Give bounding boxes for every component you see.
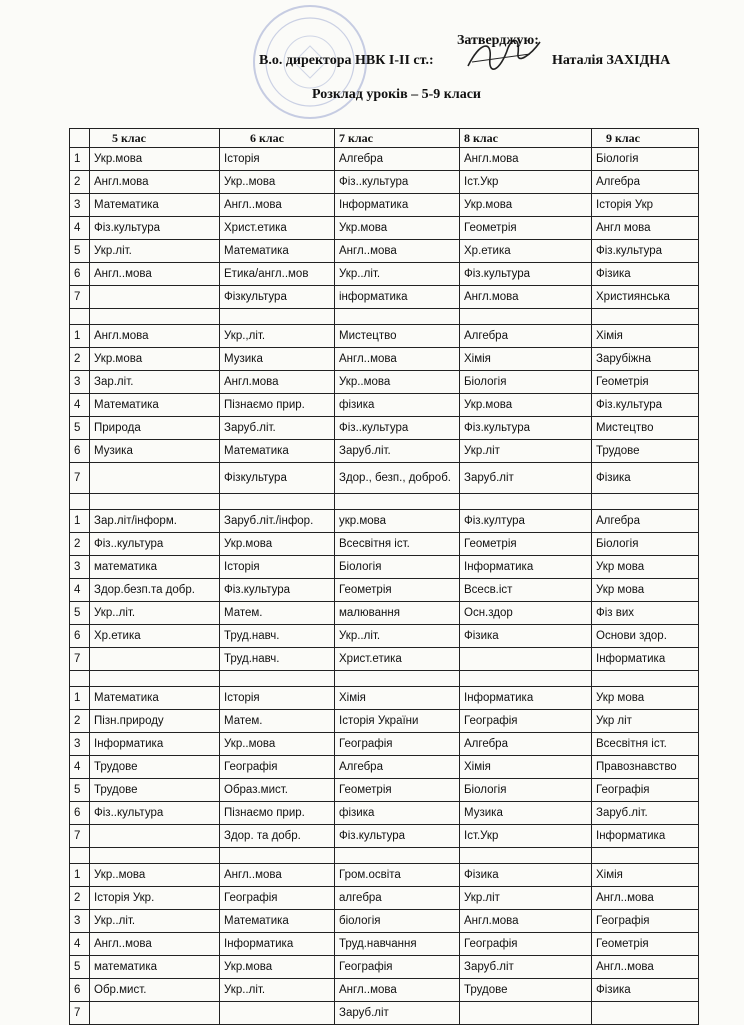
table-row xyxy=(70,648,699,671)
table-row xyxy=(70,440,699,463)
lesson-number: 7 xyxy=(70,463,90,494)
lesson-number: 5 xyxy=(70,602,90,625)
lesson-cell: Математика xyxy=(90,687,220,710)
lesson-cell: Хімія xyxy=(460,756,592,779)
lesson-cell: Укр..літ. xyxy=(90,602,220,625)
lesson-cell: Фіз вих xyxy=(592,602,699,625)
lesson-cell: Музика xyxy=(460,802,592,825)
lesson-cell: Зарубіжна xyxy=(592,348,699,371)
lesson-cell: Всесвітня іст. xyxy=(592,733,699,756)
lesson-number: 1 xyxy=(70,325,90,348)
lesson-cell: Історія України xyxy=(335,710,460,733)
table-row xyxy=(70,1002,699,1025)
lesson-cell: Хімія xyxy=(592,864,699,887)
lesson-cell: Пізнаємо прир. xyxy=(220,394,335,417)
lesson-cell: математика xyxy=(90,956,220,979)
lesson-cell: Англ.мова xyxy=(90,325,220,348)
lesson-cell: Математика xyxy=(220,910,335,933)
lesson-cell: Алгебра xyxy=(460,733,592,756)
lesson-cell: Зар.літ/інформ. xyxy=(90,510,220,533)
lesson-cell: фізика xyxy=(335,394,460,417)
lesson-cell: Математика xyxy=(220,440,335,463)
schedule-table xyxy=(69,128,699,1025)
lesson-cell: Англ..мова xyxy=(335,348,460,371)
empty-cell xyxy=(460,848,592,864)
lesson-cell: Укр.літ xyxy=(460,887,592,910)
table-row xyxy=(70,556,699,579)
lesson-number: 4 xyxy=(70,933,90,956)
lesson-cell: Укр.мова xyxy=(335,217,460,240)
lesson-cell: Всесв.іст xyxy=(460,579,592,602)
day-separator-row xyxy=(70,494,699,510)
lesson-cell: Хр.етика xyxy=(460,240,592,263)
lesson-cell: Християнська xyxy=(592,286,699,309)
lesson-cell: Мистецтво xyxy=(592,417,699,440)
empty-cell xyxy=(220,494,335,510)
table-row xyxy=(70,687,699,710)
lesson-cell: Фізика xyxy=(460,625,592,648)
table-row xyxy=(70,286,699,309)
column-header: 5 клас xyxy=(90,129,220,148)
lesson-cell: Геометрія xyxy=(592,933,699,956)
lesson-number: 6 xyxy=(70,263,90,286)
lesson-cell: Географія xyxy=(335,956,460,979)
table-row xyxy=(70,217,699,240)
table-row xyxy=(70,710,699,733)
lesson-cell: Музика xyxy=(90,440,220,463)
lesson-cell: Укр..мова xyxy=(90,864,220,887)
table-row xyxy=(70,240,699,263)
lesson-cell: Труд.навч. xyxy=(220,625,335,648)
table-row xyxy=(70,194,699,217)
lesson-cell: Біологія xyxy=(460,371,592,394)
lesson-cell: інформатика xyxy=(335,286,460,309)
lesson-cell: Мистецтво xyxy=(335,325,460,348)
lesson-cell: Заруб.літ xyxy=(335,1002,460,1025)
lesson-number: 2 xyxy=(70,710,90,733)
table-row xyxy=(70,825,699,848)
schedule-body xyxy=(70,148,699,1025)
lesson-cell: Англ..мова xyxy=(220,864,335,887)
lesson-number: 4 xyxy=(70,217,90,240)
lesson-cell: Англ.мова xyxy=(460,286,592,309)
lesson-cell xyxy=(90,286,220,309)
table-row xyxy=(70,263,699,286)
lesson-cell: Англ..мова xyxy=(220,194,335,217)
empty-cell xyxy=(220,309,335,325)
column-header: 8 клас xyxy=(460,129,592,148)
lesson-cell: малювання xyxy=(335,602,460,625)
lesson-cell: Укр мова xyxy=(592,556,699,579)
empty-cell xyxy=(335,309,460,325)
lesson-cell: Укр..літ. xyxy=(335,625,460,648)
lesson-cell: Укр..літ. xyxy=(220,979,335,1002)
lesson-cell: Христ.етика xyxy=(220,217,335,240)
lesson-cell: Укр..літ. xyxy=(335,263,460,286)
lesson-cell: Укр.мова xyxy=(460,194,592,217)
empty-cell xyxy=(335,848,460,864)
director-position: В.о. директора НВК І-ІІ ст.: xyxy=(259,53,434,68)
lesson-number: 2 xyxy=(70,887,90,910)
lesson-cell: Інформатика xyxy=(460,687,592,710)
lesson-cell: Геометрія xyxy=(460,217,592,240)
empty-cell xyxy=(70,848,90,864)
lesson-cell: Геометрія xyxy=(335,579,460,602)
lesson-cell: Обр.мист. xyxy=(90,979,220,1002)
lesson-cell: Гром.освіта xyxy=(335,864,460,887)
lesson-cell: Англ мова xyxy=(592,217,699,240)
table-header-row xyxy=(70,129,699,148)
lesson-cell: Фіз.культура xyxy=(335,825,460,848)
day-separator-row xyxy=(70,848,699,864)
lesson-number: 2 xyxy=(70,533,90,556)
lesson-cell xyxy=(90,648,220,671)
lesson-number: 3 xyxy=(70,194,90,217)
lesson-cell: Здор. та добр. xyxy=(220,825,335,848)
empty-cell xyxy=(592,494,699,510)
schedule-title: Розклад уроків – 5-9 класи xyxy=(312,87,481,102)
lesson-cell: Труд.навч. xyxy=(220,648,335,671)
table-row xyxy=(70,371,699,394)
lesson-cell: Фіз.культура xyxy=(220,579,335,602)
table-row xyxy=(70,533,699,556)
lesson-cell: Трудове xyxy=(460,979,592,1002)
lesson-cell: Біологія xyxy=(335,556,460,579)
director-name: Наталія ЗАХІДНА xyxy=(552,53,671,68)
lesson-cell: Іст.Укр xyxy=(460,171,592,194)
lesson-cell: Англ..мова xyxy=(335,240,460,263)
empty-cell xyxy=(90,671,220,687)
empty-cell xyxy=(70,309,90,325)
lesson-cell: Осн.здор xyxy=(460,602,592,625)
lesson-cell: Заруб.літ xyxy=(460,956,592,979)
empty-cell xyxy=(70,494,90,510)
column-header: 9 клас xyxy=(592,129,699,148)
header-number-cell xyxy=(70,129,90,148)
lesson-cell: Фіз.культура xyxy=(460,417,592,440)
lesson-number: 7 xyxy=(70,1002,90,1025)
lesson-cell: Пізнаємо прир. xyxy=(220,802,335,825)
lesson-cell: Географія xyxy=(335,733,460,756)
day-separator-row xyxy=(70,309,699,325)
lesson-cell: Хімія xyxy=(335,687,460,710)
lesson-cell: Математика xyxy=(220,240,335,263)
lesson-cell xyxy=(592,1002,699,1025)
lesson-cell xyxy=(90,825,220,848)
lesson-cell: Англ.мова xyxy=(460,148,592,171)
table-row xyxy=(70,864,699,887)
lesson-cell: Фізика xyxy=(592,263,699,286)
lesson-number: 5 xyxy=(70,417,90,440)
table-row xyxy=(70,579,699,602)
approve-label: Затверджую: xyxy=(457,33,539,48)
lesson-cell: Фізика xyxy=(460,864,592,887)
lesson-cell: Іст.Укр xyxy=(460,825,592,848)
table-row xyxy=(70,171,699,194)
lesson-cell: Правознавство xyxy=(592,756,699,779)
lesson-cell: Фіз.культура xyxy=(592,394,699,417)
lesson-cell: Англ..мова xyxy=(90,933,220,956)
lesson-cell: Основи здор. xyxy=(592,625,699,648)
lesson-cell: Геометрія xyxy=(592,371,699,394)
lesson-cell: Біологія xyxy=(592,148,699,171)
lesson-cell xyxy=(220,1002,335,1025)
lesson-cell: Трудове xyxy=(592,440,699,463)
lesson-cell: Фізика xyxy=(592,463,699,494)
lesson-number: 7 xyxy=(70,825,90,848)
lesson-number: 5 xyxy=(70,779,90,802)
lesson-cell: Пізн.природу xyxy=(90,710,220,733)
lesson-cell: Історія Укр xyxy=(592,194,699,217)
lesson-cell: Алгебра xyxy=(592,510,699,533)
lesson-cell: математика xyxy=(90,556,220,579)
day-separator-row xyxy=(70,671,699,687)
lesson-cell: Здор.безп.та добр. xyxy=(90,579,220,602)
lesson-cell: Укр мова xyxy=(592,579,699,602)
lesson-number: 1 xyxy=(70,687,90,710)
lesson-number: 5 xyxy=(70,956,90,979)
table-row xyxy=(70,933,699,956)
lesson-cell: Англ.мова xyxy=(220,371,335,394)
lesson-number: 4 xyxy=(70,756,90,779)
lesson-number: 1 xyxy=(70,510,90,533)
lesson-cell: Фізкультура xyxy=(220,463,335,494)
lesson-cell: Укр.літ. xyxy=(90,240,220,263)
lesson-cell: Англ..мова xyxy=(592,887,699,910)
empty-cell xyxy=(460,494,592,510)
lesson-cell: Укр.літ xyxy=(460,440,592,463)
lesson-cell: Біологія xyxy=(592,533,699,556)
empty-cell xyxy=(592,671,699,687)
lesson-cell: Англ.мова xyxy=(90,171,220,194)
lesson-cell: Фізкультура xyxy=(220,286,335,309)
column-header: 7 клас xyxy=(335,129,460,148)
table-row xyxy=(70,779,699,802)
lesson-cell: Фіз.култура xyxy=(460,510,592,533)
lesson-number: 1 xyxy=(70,864,90,887)
empty-cell xyxy=(460,671,592,687)
lesson-cell: Природа xyxy=(90,417,220,440)
lesson-cell: Укр..мова xyxy=(220,733,335,756)
lesson-cell: Фіз..культура xyxy=(90,802,220,825)
lesson-cell: Інформатика xyxy=(335,194,460,217)
lesson-cell: Алгебра xyxy=(335,756,460,779)
table-row xyxy=(70,956,699,979)
lesson-cell: Інформатика xyxy=(90,733,220,756)
lesson-cell: Труд.навчання xyxy=(335,933,460,956)
empty-cell xyxy=(220,671,335,687)
empty-cell xyxy=(90,494,220,510)
column-header: 6 клас xyxy=(220,129,335,148)
empty-cell xyxy=(90,848,220,864)
lesson-number: 3 xyxy=(70,910,90,933)
lesson-cell: Хр.етика xyxy=(90,625,220,648)
lesson-cell: Біологія xyxy=(460,779,592,802)
lesson-cell: Геометрія xyxy=(335,779,460,802)
lesson-cell: Зар.літ. xyxy=(90,371,220,394)
lesson-cell: Фіз.культура xyxy=(460,263,592,286)
lesson-cell: Інформатика xyxy=(460,556,592,579)
lesson-cell: алгебра xyxy=(335,887,460,910)
table-row xyxy=(70,417,699,440)
lesson-number: 5 xyxy=(70,240,90,263)
lesson-cell xyxy=(90,1002,220,1025)
lesson-cell: Заруб.літ. xyxy=(335,440,460,463)
lesson-cell: Англ.мова xyxy=(460,910,592,933)
lesson-cell: Матем. xyxy=(220,710,335,733)
lesson-cell: Фіз.культура xyxy=(90,217,220,240)
lesson-number: 3 xyxy=(70,371,90,394)
lesson-cell: Заруб.літ xyxy=(460,463,592,494)
lesson-cell: Трудове xyxy=(90,779,220,802)
empty-cell xyxy=(220,848,335,864)
lesson-number: 2 xyxy=(70,171,90,194)
lesson-cell: Укр..мова xyxy=(220,171,335,194)
table-row xyxy=(70,733,699,756)
empty-cell xyxy=(592,309,699,325)
lesson-number: 4 xyxy=(70,579,90,602)
lesson-cell xyxy=(460,1002,592,1025)
empty-cell xyxy=(592,848,699,864)
lesson-cell: Фіз.культура xyxy=(592,240,699,263)
lesson-cell: біологія xyxy=(335,910,460,933)
table-row xyxy=(70,325,699,348)
table-row xyxy=(70,348,699,371)
lesson-number: 6 xyxy=(70,802,90,825)
lesson-cell: Геометрія xyxy=(460,533,592,556)
lesson-number: 7 xyxy=(70,648,90,671)
lesson-cell: Географія xyxy=(460,710,592,733)
lesson-cell: Інформатика xyxy=(592,825,699,848)
lesson-cell: Образ.мист. xyxy=(220,779,335,802)
lesson-cell: Англ..мова xyxy=(335,979,460,1002)
lesson-cell: фізика xyxy=(335,802,460,825)
lesson-cell: Інформатика xyxy=(220,933,335,956)
lesson-cell: Заруб.літ. xyxy=(220,417,335,440)
table-row xyxy=(70,802,699,825)
lesson-cell: Алгебра xyxy=(592,171,699,194)
lesson-number: 4 xyxy=(70,394,90,417)
lesson-cell: Укр..мова xyxy=(335,371,460,394)
lesson-cell: Укр мова xyxy=(592,687,699,710)
lesson-cell: Географія xyxy=(592,910,699,933)
lesson-cell: Укр.мова xyxy=(460,394,592,417)
empty-cell xyxy=(335,671,460,687)
lesson-cell: Історія xyxy=(220,556,335,579)
lesson-cell: Укр.мова xyxy=(90,148,220,171)
lesson-cell: Укр.мова xyxy=(220,956,335,979)
lesson-cell: Інформатика xyxy=(592,648,699,671)
lesson-cell: Фізика xyxy=(592,979,699,1002)
lesson-number: 7 xyxy=(70,286,90,309)
lesson-cell: Англ..мова xyxy=(592,956,699,979)
lesson-cell: Алгебра xyxy=(460,325,592,348)
table-row xyxy=(70,887,699,910)
lesson-cell: Хімія xyxy=(460,348,592,371)
table-row xyxy=(70,463,699,494)
lesson-cell: Географія xyxy=(592,779,699,802)
lesson-cell: Укр літ xyxy=(592,710,699,733)
lesson-cell: Укр.мова xyxy=(90,348,220,371)
table-row xyxy=(70,510,699,533)
table-row xyxy=(70,148,699,171)
lesson-cell: Англ..мова xyxy=(90,263,220,286)
lesson-cell: Математика xyxy=(90,394,220,417)
lesson-cell: Укр.,літ. xyxy=(220,325,335,348)
lesson-number: 6 xyxy=(70,979,90,1002)
lesson-cell: Музика xyxy=(220,348,335,371)
lesson-cell: Географія xyxy=(220,756,335,779)
lesson-cell: укр.мова xyxy=(335,510,460,533)
lesson-number: 6 xyxy=(70,625,90,648)
lesson-cell: Укр..літ. xyxy=(90,910,220,933)
lesson-cell: Історія Укр. xyxy=(90,887,220,910)
lesson-cell: Матем. xyxy=(220,602,335,625)
table-row xyxy=(70,602,699,625)
lesson-cell: Фіз..культура xyxy=(90,533,220,556)
lesson-number: 6 xyxy=(70,440,90,463)
lesson-number: 3 xyxy=(70,556,90,579)
lesson-cell xyxy=(90,463,220,494)
lesson-cell: Географія xyxy=(220,887,335,910)
table-row xyxy=(70,625,699,648)
lesson-cell: Христ.етика xyxy=(335,648,460,671)
lesson-cell: Алгебра xyxy=(335,148,460,171)
empty-cell xyxy=(70,671,90,687)
table-row xyxy=(70,756,699,779)
lesson-cell: Географія xyxy=(460,933,592,956)
lesson-cell: Здор., безп., доброб. xyxy=(335,463,460,494)
lesson-cell: Історія xyxy=(220,687,335,710)
lesson-cell xyxy=(460,648,592,671)
lesson-cell: Етика/англ..мов xyxy=(220,263,335,286)
table-row xyxy=(70,910,699,933)
lesson-number: 3 xyxy=(70,733,90,756)
lesson-number: 1 xyxy=(70,148,90,171)
empty-cell xyxy=(460,309,592,325)
lesson-cell: Фіз..культура xyxy=(335,171,460,194)
lesson-cell: Трудове xyxy=(90,756,220,779)
lesson-cell: Фіз..культура xyxy=(335,417,460,440)
empty-cell xyxy=(335,494,460,510)
empty-cell xyxy=(90,309,220,325)
lesson-number: 2 xyxy=(70,348,90,371)
table-row xyxy=(70,979,699,1002)
table-row xyxy=(70,394,699,417)
lesson-cell: Історія xyxy=(220,148,335,171)
lesson-cell: Математика xyxy=(90,194,220,217)
lesson-cell: Заруб.літ./інфор. xyxy=(220,510,335,533)
lesson-cell: Всесвітня іст. xyxy=(335,533,460,556)
lesson-cell: Заруб.літ. xyxy=(592,802,699,825)
lesson-cell: Укр.мова xyxy=(220,533,335,556)
lesson-cell: Хімія xyxy=(592,325,699,348)
